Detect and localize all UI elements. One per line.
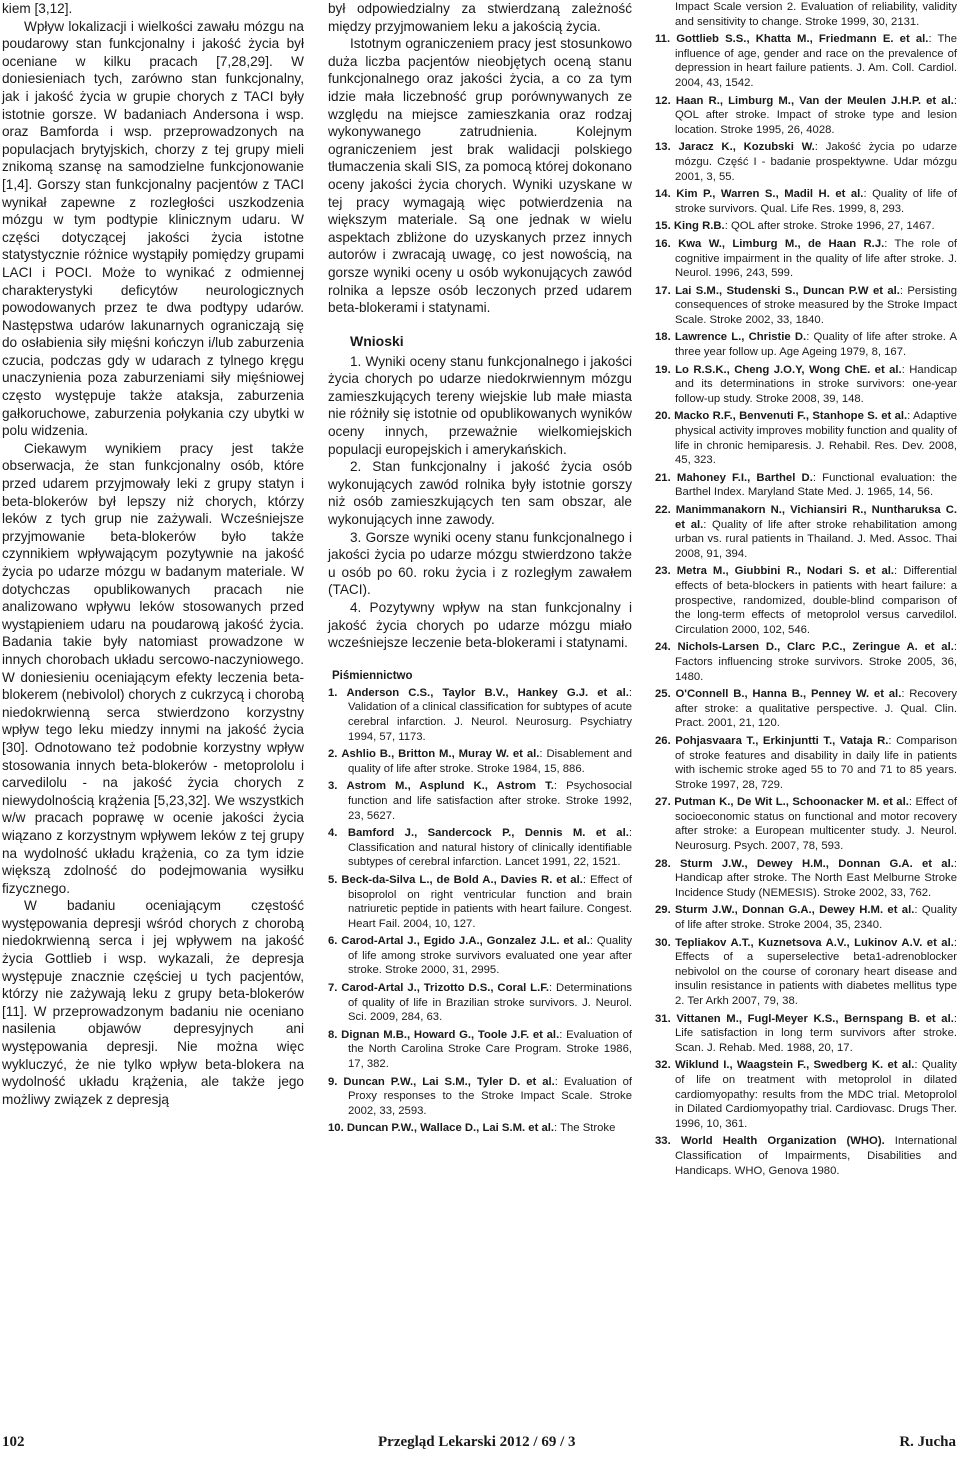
reference-text: : Adaptive physical activity improves mobility function and quality of life in chronic hemiparesis. J. Rehabil. Res. Dev. 2008, 45, 323. (675, 410, 957, 467)
reference-item (328, 1028, 632, 1072)
reference-authors: Manimmanakorn N., Vichiansiri R., Nuntharuksa C. et al. (675, 504, 957, 531)
reference-item (655, 94, 957, 138)
page-footer (0, 1434, 960, 1456)
reference-authors: Lawrence L., Christie D. (674, 331, 807, 344)
reference-number: 7. (328, 982, 338, 995)
column-right (655, 0, 957, 1181)
reference-text: : Quality of life after stroke rehabilitation among urban vs. rural patients in Thailand. J. Med. Assoc. Thai 2008, 91, 394. (675, 518, 957, 560)
reference-text: : Differential effects of beta-blockers in patients with heart failure: a prospective, randomized, double-blind comparison of the long-term effects of metoprolol versus carvedilol. Circulation 2000, 102, 546. (675, 565, 958, 636)
reference-number: 5. (328, 873, 338, 886)
reference-authors: King R.B. (673, 220, 725, 233)
reference-item (328, 747, 632, 776)
reference-item (655, 363, 957, 407)
reference-item (655, 330, 957, 359)
reference-item (328, 873, 632, 931)
paragraph: Wpływ lokalizacji i wielkości zawału mózgu na poudarowy stan funkcjonalny i jakość życia był oceniane w kilku pracach [7,28,29]. W doniesieniach tych, zarówno stan funkcjonalny, jak i jakość życia w grupie chorych z TACI były istotnie gorsze. W badaniach Andersona i wsp. oraz Bamforda i wsp. przeprowadzonych na populacjach brytyjskich, chorzy z tej grupy mieli znikomą szansę na samodzielne funkcjonowanie [1,4]. Gorszy stan funkcjonalny pacjentów z TACI wynikał zapewne z rozległości uszkodzenia mózgu w tym podtypie klinicznym udaru. W części dotyczącej jakości życia istotne statystycznie różnice wystąpiły pomiędzy grupami LACI i POCI. Może to wynikać z odmiennej charakterystyki deficytów neurologicznych powodowanych przez te dwa podtypy udarów. Następstwa udarów lakunarnych ograniczają się do osłabienia siły mięśni kończyn i/lub zaburzenia czucia, podczas gdy w udarach z tylnego kręgu unaczynienia poza zaburzeniami siły mięśniowej często występuje także ataksja, zaburzenia gałkoruchowe, zaburzenia połykania czy ubytki w polu widzenia. (2, 18, 304, 439)
page-number: 102 (2, 1434, 25, 1450)
reference-list (328, 686, 632, 1136)
reference-number: 1. (328, 686, 338, 699)
reference-number: 26. (655, 734, 671, 747)
reference-text: : Quality of life after stroke. Stroke 2004, 35, 2340. (675, 904, 958, 932)
reference-number: 10. (328, 1122, 344, 1135)
reference-item (655, 471, 957, 500)
conclusion-item: 3. Gorsze wyniki oceny stanu funkcjonalnego i jakości życia po udarze mózgu stwierdzono także u osób po 60. roku życia i z rozległym zawałem (TACI). (328, 529, 632, 598)
reference-authors: Dignan M.B., Howard G., Toole J.F. et al. (341, 1028, 560, 1041)
reference-text: : Handicap and its determinations in stroke survivors: one-year follow-up study. Stroke 2008, 39, 148. (675, 363, 957, 405)
reference-authors: Metra M., Giubbini R., Nodari S. et al. (676, 565, 895, 578)
reference-number: 22. (655, 504, 671, 516)
column-left (2, 0, 304, 1108)
conclusion-item: 2. Stan funkcjonalny i jakość życia osób wykonujących zawód rolnika były istotnie gorszy niż osób zamieszkujących ten sam obszar, ale wykonujących inne zawody. (328, 459, 632, 528)
reference-number: 30. (655, 936, 671, 949)
conclusion-item: 4. Pozytywny wpływ na stan funkcjonalny i jakość życia chorych po udarze mózgu miało wcześniejsze leczenie beta-blokerami i statynami. (328, 600, 632, 651)
reference-authors: Ashlio B., Britton M., Muray W. et al. (341, 748, 540, 761)
reference-authors: Macko R.F., Benvenuti F., Stanhope S. et al. (674, 410, 908, 423)
reference-item (655, 687, 957, 731)
reference-text: : Effects of a superselective beta1-adrenoblocker nebivolol on the course of coronary heart disease and insulin resistance in patients with diabetes mellitus type 2. Ter Arkh 2007, 79, 38. (675, 936, 957, 1007)
reference-item (655, 1012, 957, 1056)
reference-text: : Persisting consequences of stroke measured by the Stroke Impact Scale. Stroke 2002, 33, 1840. (675, 284, 957, 326)
reference-text: : Evaluation of the North Carolina Stroke Care Program. Stroke 1986, 17, 382. (348, 1028, 633, 1071)
reference-text: : QOL after stroke. Stroke 1996, 27, 1467. (724, 220, 935, 233)
reference-number: 31. (655, 1012, 671, 1025)
reference-item (655, 564, 957, 637)
reference-text: : Factors influencing stroke survivors. Stroke 2005, 36, 1480. (675, 641, 957, 683)
reference-authors: Lo R.S.K., Cheng J.O.Y, Wong ChE. et al. (675, 363, 902, 376)
reference-text: : Disablement and quality of life after stroke. Stroke 1984, 15, 886. (348, 748, 633, 775)
reference-number: 4. (328, 827, 338, 840)
reference-text: : Functional evaluation: the Barthel Index. Maryland State Med. J. 1965, 14, 56. (675, 471, 957, 499)
reference-authors: O'Connell B., Hanna B., Penney W. et al. (675, 688, 902, 701)
reference-authors: Jaracz K., Kozubski W. (678, 141, 815, 154)
reference-number: 23. (655, 565, 671, 578)
reference-text: : Quality of life after stroke. A three year follow up. Age Ageing 1979, 8, 167. (675, 331, 957, 359)
reference-number: 8. (328, 1028, 338, 1041)
reference-authors: Haan R., Limburg M., Van der Meulen J.H.P. et al. (675, 94, 954, 107)
reference-authors: Duncan P.W., Wallace D., Lai S.M. et al. (346, 1122, 555, 1135)
reference-text: : Evaluation of Proxy responses to the Stroke Impact Scale. Stroke 2002, 33, 2593. (348, 1075, 633, 1117)
reference-authors: Astrom M., Asplund K., Astrom T. (346, 780, 554, 793)
reference-text: International Classification of Impairments, Disabilities and Handicaps. WHO, Genova 1980. (675, 1135, 957, 1177)
reference-item (655, 237, 957, 281)
reference-number: 33. (655, 1135, 671, 1148)
reference-number: 3. (328, 780, 338, 793)
reference-item (655, 187, 957, 216)
reference-text: : Jakość życia po udarze mózgu. Część I - badanie prospektywne. Udar mózgu 2001, 3, 55. (675, 141, 958, 183)
reference-number: 2. (328, 748, 338, 761)
reference-item (328, 686, 632, 744)
reference-authors: Sturm J.W., Dewey H.M., Donnan G.A. et al. (679, 857, 954, 870)
reference-authors: Pohjasvaara T., Erkinjuntti T., Vataja R. (675, 734, 889, 747)
reference-item (328, 1075, 632, 1119)
reference-text: : Psychosocial function and life satisfaction after stroke. Stroke 1992, 23, 5627. (348, 780, 632, 822)
references-heading: Piśmiennictwo (332, 669, 413, 682)
paragraph: był odpowiedzialny za stwierdzaną zależność między przyjmowaniem leku a jakością życia. (328, 1, 632, 34)
reference-authors: Duncan P.W., Lai S.M., Tyler D. et al. (343, 1075, 555, 1088)
reference-text: : The influence of age, gender and race on the prevalence of depression in heart failure patients. J. Am. Coll. Cardiol. 2004, 43, 1542. (675, 33, 958, 89)
reference-number: 19. (655, 363, 671, 376)
reference-number: 25. (655, 688, 671, 701)
reference-authors: Sturm J.W., Donnan G.A., Dewey H.M. et al. (675, 904, 915, 917)
reference-number: 6. (328, 935, 338, 948)
reference-authors: Wiklund I., Waagstein F., Swedberg K. et al. (675, 1059, 915, 1072)
reference-item (655, 734, 957, 792)
reference-text: : Validation of a clinical classification for subtypes of acute cerebral infarction. J. Neurol. Neurosurg. Psychiatry 1994, 57, 1173. (348, 686, 632, 743)
reference-number: 21. (655, 471, 671, 484)
reference-item (655, 140, 957, 184)
reference-item (328, 981, 632, 1025)
journal-citation: Przegląd Lekarski 2012 / 69 / 3 (378, 1434, 576, 1450)
reference-number: 16. (655, 237, 671, 250)
reference-item (655, 640, 957, 684)
reference-item (655, 409, 957, 467)
reference-authors: Mahoney F.I., Barthel D. (676, 471, 813, 484)
reference-number: 24. (655, 641, 671, 654)
reference-number: 15. (655, 220, 671, 233)
reference-text: : Classification and natural history of clinically identifiable subtypes of cerebral infarction. Lancet 1991, 22, 1521. (348, 827, 632, 869)
reference-authors: Anderson C.S., Taylor B.V., Hankey G.J. et al. (346, 686, 629, 699)
reference-text: : Effect of socioeconomic status on functional and motor recovery after stroke: a European multicenter study. J. Neurol. Neurosurg. Psych. 2007, 78, 593. (675, 796, 958, 853)
paragraph: kiem [3,12]. (2, 1, 73, 16)
reference-text: : Comparison of stroke features and disability in daily life in patients with ischemic stroke aged 55 to 70 and 71 to 85 years. Stroke 1997, 28, 729. (675, 734, 958, 791)
reference-number: 14. (655, 188, 671, 201)
reference-item (655, 219, 957, 234)
reference-number: 13. (655, 141, 671, 154)
reference-authors: Tepliakov A.T., Kuznetsova A.V., Lukinov A.V. et al. (675, 936, 954, 949)
reference-item (655, 795, 957, 853)
author-name: R. Jucha (899, 1434, 956, 1450)
reference-number: 29. (655, 904, 671, 917)
reference-number: 12. (655, 94, 671, 107)
reference-item (655, 936, 957, 1009)
reference-item (655, 903, 957, 932)
reference-text: : QOL after stroke. Impact of stroke type and lesion location. Stroke 1995, 26, 4028. (675, 94, 957, 136)
reference-authors: Lai S.M., Studenski S., Duncan P.W et al. (675, 284, 900, 297)
reference-authors: Gottlieb S.S., Khatta M., Friedmann E. et al. (676, 33, 929, 46)
reference-item (655, 32, 957, 90)
reference-item (655, 857, 957, 901)
reference-authors: Vittanen M., Fugl-Meyer K.S., Bernspang B. et al. (676, 1012, 954, 1025)
reference-text: : Life satisfaction in long term survivors after stroke. Scan. J. Rehab. Med. 1988, 20, 17. (675, 1012, 958, 1054)
reference-item (655, 284, 957, 328)
reference-text: : Effect of bisoprolol on right ventricular function and brain natriuretic peptide in patients with heart failure. Congest. Heart Fail. 2004, 10, 127. (348, 873, 632, 930)
reference-item (328, 779, 632, 823)
reference-authors: Beck-da-Silva L., de Bold A., Davies R. et al. (341, 873, 583, 886)
reference-number: 17. (655, 284, 671, 297)
section-heading: Wnioski (350, 332, 404, 349)
paragraph: W badaniu oceniającym częstość występowania depresji wśród chorych z chorobą niedokrwienną serca i jej wpływem na jakość życia Gottlieb i wsp. wykazali, że depresja występuje znacznie częściej u tych pacjentów, którzy nie zażywają leku z grupy beta-blokerów [11]. W przeprowadzonym badaniu nie oceniano nasilenia objawów depresyjnych ani występowania depresji. Nie można więc wykluczyć, że nie tylko wpływ beta-blokera na wydolność układu krążenia, ale także jego możliwy związek z depresją (2, 898, 304, 1107)
reference-authors: Nichols-Larsen D., Clarc P.C., Zeringue A. et al. (677, 641, 954, 654)
reference-number: 9. (328, 1075, 338, 1088)
column-middle (328, 0, 632, 1139)
reference-list (655, 32, 957, 1178)
reference-number: 11. (655, 33, 671, 46)
reference-text: : Handicap after stroke. The North East Melburne Stroke Incidence Study (NEMESIS). Stroke 2002, 33, 762. (675, 857, 957, 899)
reference-continuation: Impact Scale version 2. Evaluation of reliability, validity and sensitivity to change. Stroke 1999, 30, 2131. (675, 1, 957, 28)
conclusion-item: 1. Wyniki oceny stanu funkcjonalnego i jakości życia chorych po udarze niedokrwiennym mózgu zamieszkujących tereny wiejskie lub małe miasta nie różniły się istotnie od opublikowanych wyników oceny innych, przeważnie wielkomiejskich populacji europejskich i amerykańskich. (328, 353, 632, 457)
reference-authors: Carod-Artal J., Trizotto D.S., Coral L.F. (341, 982, 550, 995)
reference-text: : The role of cognitive impairment in the quality of life after stroke. J. Neurol. 1996, 243, 599. (675, 237, 958, 280)
reference-authors: Carod-Artal J., Egido J.A., Gonzalez J.L. et al. (341, 935, 590, 948)
reference-item (655, 503, 957, 561)
reference-item (655, 1058, 957, 1131)
reference-text: : Recovery after stroke: a qualitative perspective. J. Qual. Clin. Pract. 2001, 21, 120. (675, 688, 957, 730)
reference-text: : The Stroke (554, 1122, 616, 1135)
reference-number: 27. (655, 796, 671, 809)
reference-item (328, 934, 632, 978)
paragraph: Istotnym ograniczeniem pracy jest stosunkowo duża liczba pacjentów nieobjętych oceną stanu funkcjonalnego oraz jakości życia, a co za tym idzie mała liczebność grup porównywanych ze względu na miejsce zamieszkania oraz rodzaj wykonywanego zatrudnienia. Kolejnym ograniczeniem jest brak walidacji polskiego tłumaczenia skali SIS, za pomocą której dokonano oceny jakości życia chorych. Wyniki uzyskane w tej pracy wymagają więc potwierdzenia na większym materiale. Są one jednak w wielu aspektach zbliżone do uzyskanych przez innych autorów i zwracają uwagę, co jest nowością, na gorsze wyniki oceny u osób wykonujących zawód rolnika a lepsze osób leczonych przed udarem beta-blokerami i statynami. (328, 36, 632, 316)
reference-authors: World Health Organization (WHO). (680, 1135, 885, 1148)
reference-text: : Quality of life among stroke survivors evaluated one year after stroke. Stroke 2000, 31, 2995. (348, 935, 633, 977)
reference-authors: Putman K., De Wit L., Schoonacker M. et al. (674, 796, 909, 809)
reference-item (328, 1121, 632, 1136)
reference-text: : Quality of life of stroke survivors. Qual. Life Res. 1999, 8, 293. (675, 188, 958, 215)
reference-authors: Kwa W., Limburg M., de Haan R.J. (678, 237, 885, 250)
reference-text: : Determinations of quality of life in Brazilian stroke survivors. J. Neurol. Sci. 2009, 284, 63. (348, 982, 633, 1024)
reference-text: : Quality of life on treatment with metoprolol in dilated cardiomyopathy: results from the MDC trial. Metoprolol in Dilated Cardiomyopathy trial. Cardiovasc. Drugs Ther. 1996, 10, 361. (675, 1059, 958, 1130)
reference-number: 20. (655, 410, 671, 423)
reference-item (655, 1134, 957, 1178)
reference-number: 28. (655, 857, 671, 870)
reference-number: 18. (655, 331, 671, 344)
reference-number: 32. (655, 1059, 671, 1072)
reference-authors: Bamford J., Sandercock P., Dennis M. et al. (347, 827, 629, 840)
reference-authors: Kim P., Warren S., Madil H. et al. (676, 188, 864, 201)
reference-item (328, 826, 632, 870)
paragraph: Ciekawym wynikiem pracy jest także obserwacja, że stan funkcjonalny osób, które przed udarem przyjmowały leki z grupy statyn i beta-blokerów był lepszy niż chorych, którzy leków z tych grup nie zażywali. Wcześniejsze przyjmowanie beta-blokerów było także czynnikiem wpływającym pozytywnie na jakość życia po udarze mózgu w badanym materiale. W dotychczas opublikowanych pracach nie analizowano wpływu leków stosowanych przed wystąpieniem udaru na poudarową jakość życia. Badania takie były natomiast prowadzone w innych chorobach układu sercowo-naczyniowego. W doniesieniu oceniającym efekty leczenia beta-blokerem (nebivolol) chorych z cukrzycą i chorobą niedokrwienną serca stwierdzono korzystny wpływ tego leku miedzy innymi na jakość życia [30]. Odnotowano też podobnie korzystny wpływ stosowania innych beta-blokerów - metoprololu i carvedilolu - na jakość życia chorych z niewydolnością krążenia [5,23,32]. We wszystkich w/w pracach poprawę w ocenie jakości życia wiązano z korzystnym wpływem leków z tej grupy na wydolność układu krążenia, co za tym idzie większą zdolność do podejmowania wysiłku fizycznego. (2, 440, 304, 896)
